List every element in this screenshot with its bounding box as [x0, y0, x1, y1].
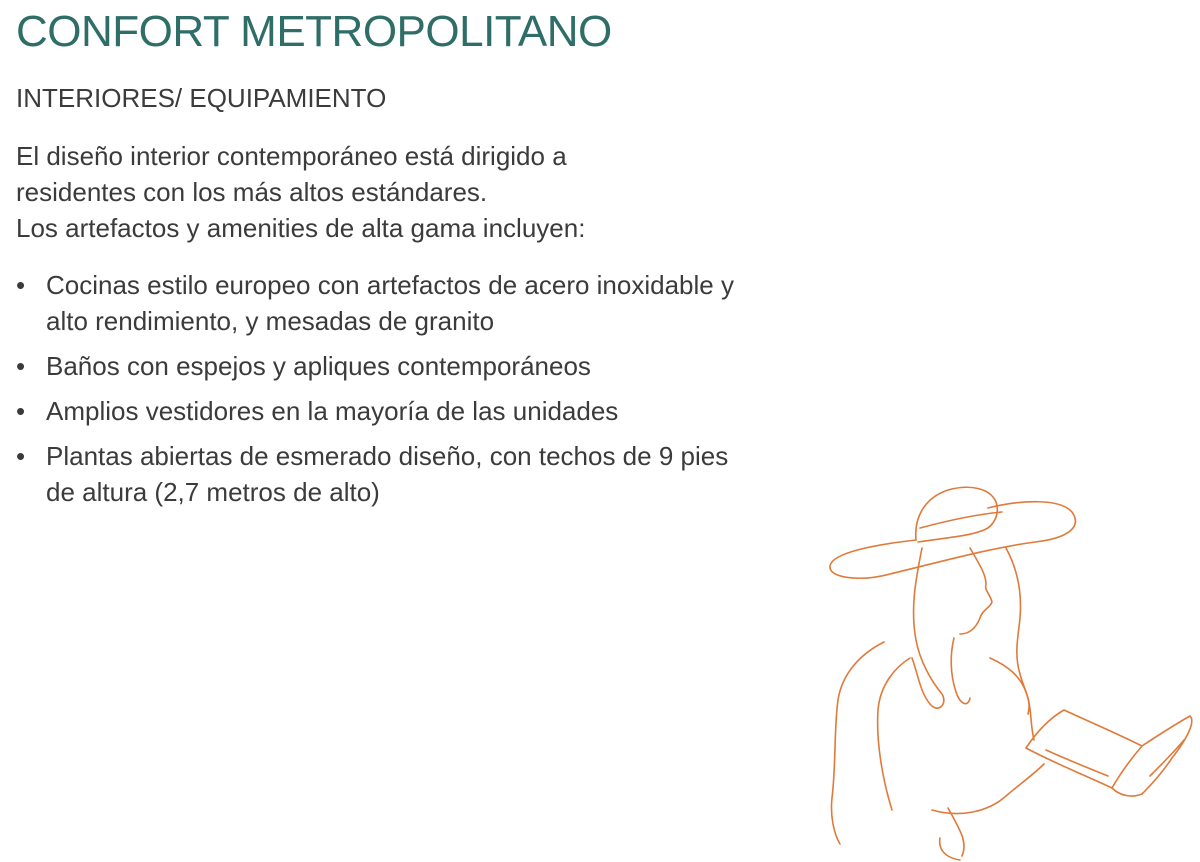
feature-text: Cocinas estilo europeo con artefactos de acero inoxidable y: [46, 270, 734, 300]
features-list: [16, 267, 796, 519]
intro-line: Los artefactos y amenities de alta gama incluyen:: [16, 213, 586, 243]
section-subtitle: INTERIORES/ EQUIPAMIENTO: [16, 83, 387, 113]
woman-in-hat-reading-book-line-art-icon: [820, 478, 1200, 862]
bullet-icon: •: [16, 396, 26, 426]
feature-text: Plantas abiertas de esmerado diseño, con techos de 9 pies: [46, 441, 729, 471]
feature-item: [16, 393, 796, 429]
bullet-icon: •: [16, 351, 26, 381]
feature-text: alto rendimiento, y mesadas de granito: [46, 306, 495, 336]
intro-paragraph: [16, 138, 585, 246]
intro-line: El diseño interior contemporáneo está dirigido a: [16, 141, 567, 171]
feature-text: de altura (2,7 metros de alto): [46, 477, 380, 507]
feature-item: [16, 348, 796, 384]
feature-text: Baños con espejos y apliques contemporáneos: [46, 351, 591, 381]
feature-item: [16, 267, 796, 339]
feature-item: [16, 438, 796, 510]
page-title: CONFORT METROPOLITANO: [16, 7, 612, 56]
intro-line: residentes con los más altos estándares.: [16, 177, 488, 207]
bullet-icon: •: [16, 441, 26, 471]
feature-text: Amplios vestidores en la mayoría de las unidades: [46, 396, 619, 426]
bullet-icon: •: [16, 270, 26, 300]
